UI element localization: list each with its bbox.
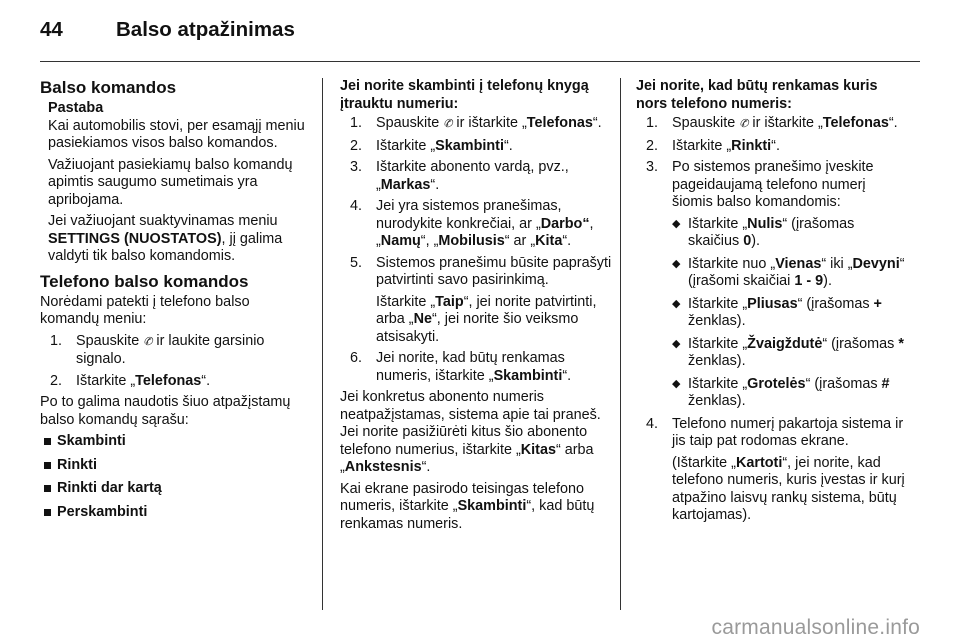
note-paragraph-2: Važiuojant pasiekiamų balso komandų apimtis saugumo sumetimais yra apribojama. <box>48 156 293 208</box>
diamond-bullet-icon: ◆ <box>672 337 681 350</box>
note-paragraph-1: Kai automobilis stovi, per esamąjį meniu pasiekiamos visos balso komandos. <box>48 117 305 151</box>
list-item: 2. Ištarkite „Rinkti“. <box>646 137 780 154</box>
phone-icon: ✆ <box>143 335 153 348</box>
list-item: Perskambinti <box>40 504 312 522</box>
list-item: 3. Ištarkite abonento vardą, pvz., „Markas“. <box>350 159 569 193</box>
square-bullet-icon <box>44 485 51 492</box>
paragraph-call: Kai ekrane pasirodo teisingas telefono numeris, ištarkite „Skambinti“, kad būtų renkamas numeris. <box>340 480 595 532</box>
page-number: 44 <box>40 18 63 41</box>
list-item: 5. Sistemos pranešimu būsite paprašyti patvirtinti savo pasirinkimą. Ištarkite „Taip“, jei norite patvirtinti, arba „Ne“, jei norite šio veiksmo atsisakyti. <box>350 254 612 345</box>
column-2 <box>340 78 612 537</box>
column-3 <box>636 78 908 529</box>
list-item: 6. Jei norite, kad būtų renkamas numeris, ištarkite „Skambinti“. <box>350 350 572 384</box>
list-item: 2. Ištarkite „Skambinti“. <box>350 137 513 154</box>
column-1 <box>40 78 312 527</box>
diamond-bullet-icon: ◆ <box>672 217 681 230</box>
list-item: ◆ Ištarkite „Nulis“ (įrašomas skaičius 0). <box>672 215 855 249</box>
diamond-bullet-icon: ◆ <box>672 297 681 310</box>
list-item: 3. Po sistemos pranešimo įveskite pageidaujamą telefono numerį šiomis balso komandomis: ◆ Ištarkite „Nulis“ (įrašomas skaičius 0). ◆ Ištarkite nuo „Vienas“ iki „Devyni“ (įrašomi skaičiai 1 - 9). ◆ Ištarkite „Pliusas“ (įrašomas + ženklas). ◆ Ištarkite „Žvaigždutė“ (įrašomas * ženklas). ◆ Ištarkite „Grotelės“ (įrašomas # ženklas). <box>636 159 908 411</box>
square-bullet-icon <box>44 438 51 445</box>
after-paragraph: Po to galima naudotis šiuo atpažįstamų balso komandų sąrašu: <box>40 394 291 428</box>
list-item: ◆ Ištarkite „Pliusas“ (įrašomas + ženklas). <box>672 295 882 329</box>
paragraph-other-numbers: Jei konkretus abonento numeris neatpažįstamas, sistema apie tai praneš. Jei norite pasižiūrėti kitus šio abonento telefono numerius, ištarkite „Kitas“ arba „Ankstesnis“. <box>340 389 601 475</box>
list-item: ◆ Ištarkite „Žvaigždutė“ (įrašomas * ženklas). <box>672 335 904 369</box>
phone-icon: ✆ <box>443 118 453 130</box>
intro-paragraph: Norėdami patekti į telefono balso komandų meniu: <box>40 293 250 327</box>
list-item: 1. Spauskite ✆ ir ištarkite „Telefonas“. <box>636 115 908 134</box>
command-list <box>40 433 312 521</box>
diamond-bullet-icon: ◆ <box>672 257 681 270</box>
list-item: Rinkti dar kartą <box>40 480 312 498</box>
page-title: Balso atpažinimas <box>116 18 295 41</box>
list-item: Skambinti <box>40 433 312 451</box>
note-label: Pastaba <box>48 100 104 116</box>
note-paragraph-3: Jei važiuojant suaktyvinamas meniu SETTINGS (NUOSTATOS), jį galima valdyti tik balso komandomis. <box>48 213 283 264</box>
subheading-phonebook: Jei norite skambinti į telefonų knygą įtrauktu numeriu: <box>340 78 589 112</box>
square-bullet-icon <box>44 509 51 516</box>
steps-list-2 <box>340 115 612 385</box>
section-heading-voice-commands: Balso komandos <box>40 78 177 97</box>
steps-list-3 <box>636 115 908 525</box>
list-item: 2. Ištarkite „Telefonas“. <box>50 372 211 389</box>
list-item: 4. Jei yra sistemos pranešimas, nurodykite konkrečiai, ar „Darbo“, „Namų“, „Mobilusis“ ar „Kita“. <box>350 198 594 249</box>
note-block <box>48 100 312 266</box>
section-heading-phone-commands: Telefono balso komandos <box>40 271 249 291</box>
list-item: Rinkti <box>40 457 312 475</box>
header-rule <box>40 61 920 62</box>
list-item: ◆ Ištarkite nuo „Vienas“ iki „Devyni“ (įrašomi skaičiai 1 - 9). <box>672 255 905 289</box>
list-item: 4. Telefono numerį pakartoja sistema ir jis taip pat rodomas ekrane. (Ištarkite „Kartoti“, jei norite, kad telefono numeris, kuris įvestas ir kurį atpažino laisvų rankų sistema, būtų kartojamas). <box>646 415 905 523</box>
column-divider-2 <box>620 78 621 610</box>
list-item: 1. Spauskite ✆ ir ištarkite „Telefonas“. <box>340 115 612 134</box>
list-item: ◆ Ištarkite „Grotelės“ (įrašomas # ženklas). <box>672 375 890 409</box>
digit-command-list <box>672 216 908 411</box>
diamond-bullet-icon: ◆ <box>672 377 681 390</box>
column-divider-1 <box>322 78 323 610</box>
square-bullet-icon <box>44 462 51 469</box>
steps-list-1 <box>40 333 312 391</box>
page-header <box>40 18 295 42</box>
phone-icon: ✆ <box>739 118 749 130</box>
watermark: carmanualsonline.info <box>711 616 920 639</box>
subheading-dial: Jei norite, kad būtų renkamas kuris nors telefono numeris: <box>636 78 878 112</box>
list-item: 1. Spauskite ✆ ir laukite garsinio signalo. <box>50 332 265 367</box>
